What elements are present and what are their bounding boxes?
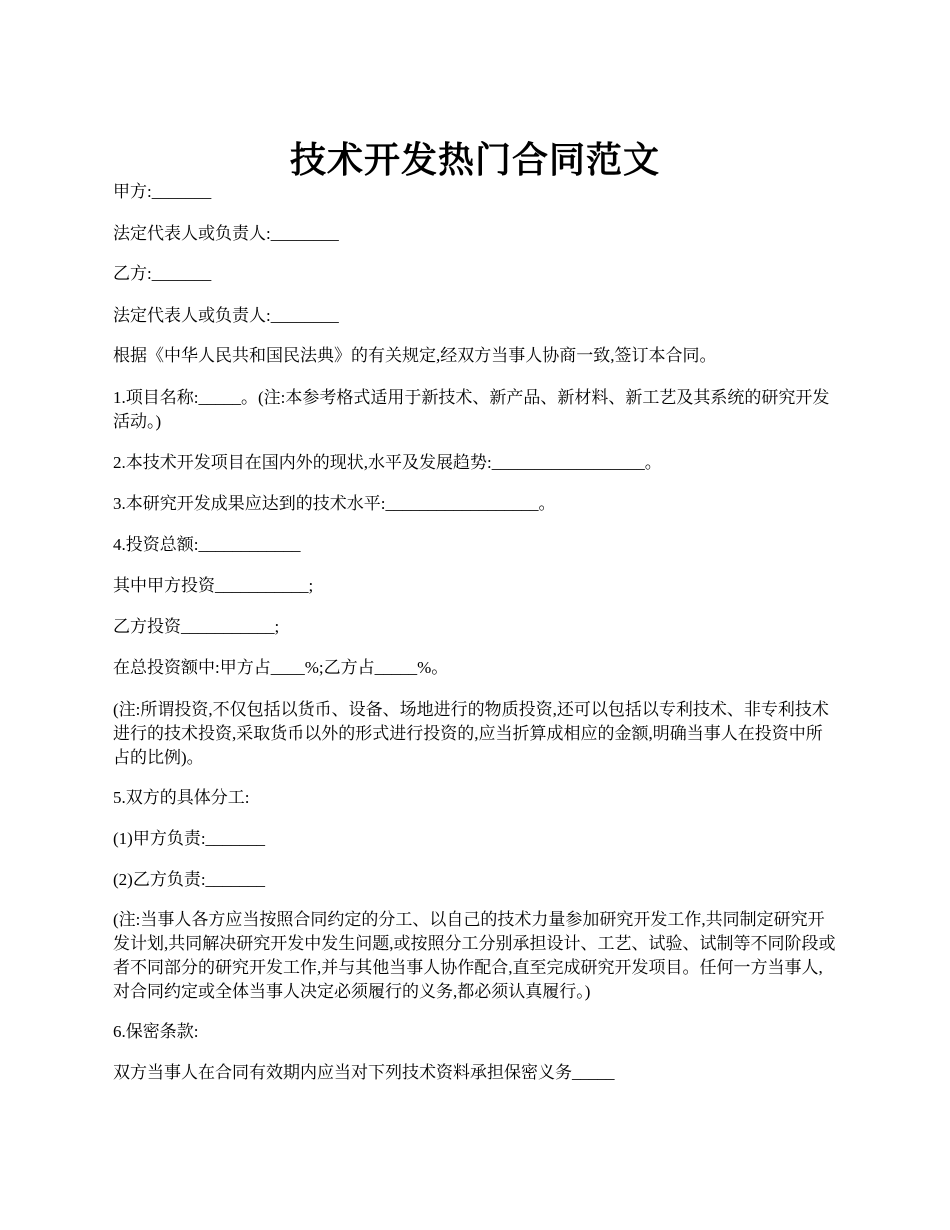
investment-note: (注:所谓投资,不仅包括以货币、设备、场地进行的物质投资,还可以包括以专利技术、非专利技术进行的技术投资,采取货币以外的形式进行投资的,应当折算成相应的金额,明确当事人在投资中所占的比例)。 [113,700,829,767]
document-title: 技术开发热门合同范文 [289,140,660,181]
clause-3-technical-level: 3.本研究开发成果应达到的技术水平:__________________。 [113,494,556,513]
clause-1-project-name: 1.项目名称:_____。(注:本参考格式适用于新技术、新产品、新材料、新工艺及其系统的研究开发活动。) [113,388,830,431]
preamble-paragraph: 根据《中华人民共和国民法典》的有关规定,经双方当事人协商一致,签订本合同。 [113,346,717,365]
party-b-responsibility: (2)乙方负责:_______ [113,870,266,889]
clause-5-division-of-work: 5.双方的具体分工: [113,788,250,807]
party-a-line: 甲方:_______ [113,182,212,201]
clause-6-confidentiality: 6.保密条款: [113,1022,199,1041]
party-b-investment: 乙方投资___________; [113,617,280,636]
party-a-responsibility: (1)甲方负责:_______ [113,829,266,848]
party-a-representative-line: 法定代表人或负责人:________ [113,224,339,243]
clause-2-status: 2.本技术开发项目在国内外的现状,水平及发展趋势:__________________。 [113,453,662,472]
division-note: (注:当事人各方应当按照合同约定的分工、以自己的技术力量参加研究开发工作,共同制定研究开发计划,共同解决研究开发中发生问题,或按照分工分别承担设计、工艺、试验、试制等不同阶段或者不同部分的研究开发工作,并与其他当事人协作配合,直至完成研究开发项目。任何一方当事人,对合同约定或全体当事人决定必须履行的义务,都必须认真履行。) [113,910,836,1001]
party-b-line: 乙方:_______ [113,264,212,283]
confidentiality-obligation: 双方当事人在合同有效期内应当对下列技术资料承担保密义务_____ [113,1063,615,1082]
investment-ratio: 在总投资额中:甲方占____%;乙方占_____%。 [113,658,449,677]
clause-4-total-investment: 4.投资总额:____________ [113,535,301,554]
party-b-representative-line: 法定代表人或负责人:________ [113,306,339,325]
party-a-investment: 其中甲方投资___________; [113,576,314,595]
